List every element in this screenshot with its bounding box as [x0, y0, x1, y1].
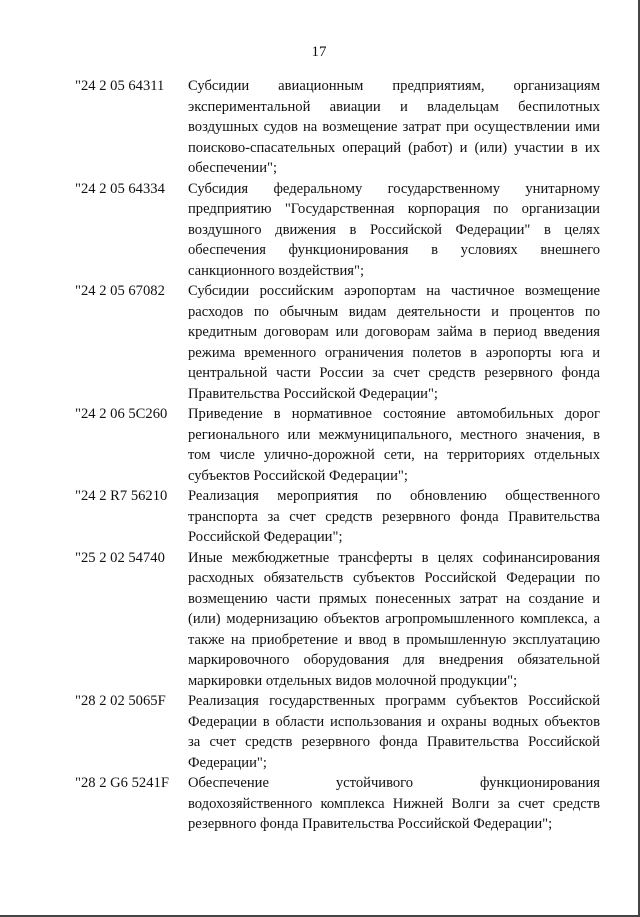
- entry-description: Обеспечение устойчивого функционирования водохозяйственного комплекса Нижней Волги за счет средств резервного фонда Правительства Российской Федерации";: [188, 775, 600, 832]
- entry-description: Субсидии российским аэропортам на частичное возмещение расходов по обычным видам деятельности и процентов по кредитным договорам или договорам займа в период введения режима временного ограничения полетов в аэропорты юга и центральной части России за счет средств резервного фонда Правительства Российской Федерации";: [188, 283, 600, 402]
- list-item: [75, 486, 600, 548]
- list-item: [75, 76, 600, 179]
- entry-description: Субсидия федеральному государственному унитарному предприятию "Государственная корпорация по организации воздушного движения в Российской Федерации" в целях обеспечения функционирования в условиях внешнего санкционного воздействия";: [188, 180, 600, 279]
- budget-code: "24 2 R7 56210: [75, 488, 168, 504]
- page-number: 17: [311, 44, 327, 60]
- budget-code: "28 2 02 5065F: [75, 693, 166, 709]
- list-item: [75, 404, 600, 486]
- entry-list: [75, 76, 600, 835]
- list-item: [75, 773, 600, 835]
- list-item: [75, 691, 600, 773]
- list-item: [75, 281, 600, 404]
- budget-code: "24 2 05 64334: [75, 180, 165, 197]
- entry-description: Реализация мероприятия по обновлению общественного транспорта за счет средств резервного фонда Правительства Российской Федерации";: [188, 488, 600, 545]
- budget-code: "25 2 02 54740: [75, 549, 165, 566]
- entry-description: Реализация государственных программ субъектов Российской Федерации в области использования и охраны водных объектов за счет средств резервного фонда Правительства Российской Федерации";: [188, 693, 600, 771]
- list-item: [75, 548, 600, 692]
- entry-description: Иные межбюджетные трансферты в целях софинансирования расходных обязательств субъектов Российской Федерации по возмещению части прямых понесенных затрат на создание и (или) модернизацию объектов агропромышленного комплекса, а также на приобретение и ввод в промышленную эксплуатацию маркировочного оборудования для внедрения обязательной маркировки отдельных видов молочной продукции";: [188, 549, 600, 689]
- budget-code: "24 2 06 5С260: [75, 406, 168, 422]
- budget-code: "24 2 05 67082: [75, 283, 165, 299]
- budget-code: "28 2 G6 5241F: [75, 775, 169, 791]
- budget-code: "24 2 05 64311: [75, 78, 165, 94]
- list-item: [75, 179, 600, 282]
- entry-description: Субсидии авиационным предприятиям, организациям экспериментальной авиации и владельцам беспилотных воздушных судов на возмещение затрат при осуществлении ими поисково-спасательных операций (работ) и (или) участии в их обеспечении";: [188, 78, 600, 176]
- entry-description: Приведение в нормативное состояние автомобильных дорог регионального или межмуниципального, местного значения, в том числе улично-дорожной сети, на территориях отдельных субъектов Российской Федерации";: [188, 406, 600, 484]
